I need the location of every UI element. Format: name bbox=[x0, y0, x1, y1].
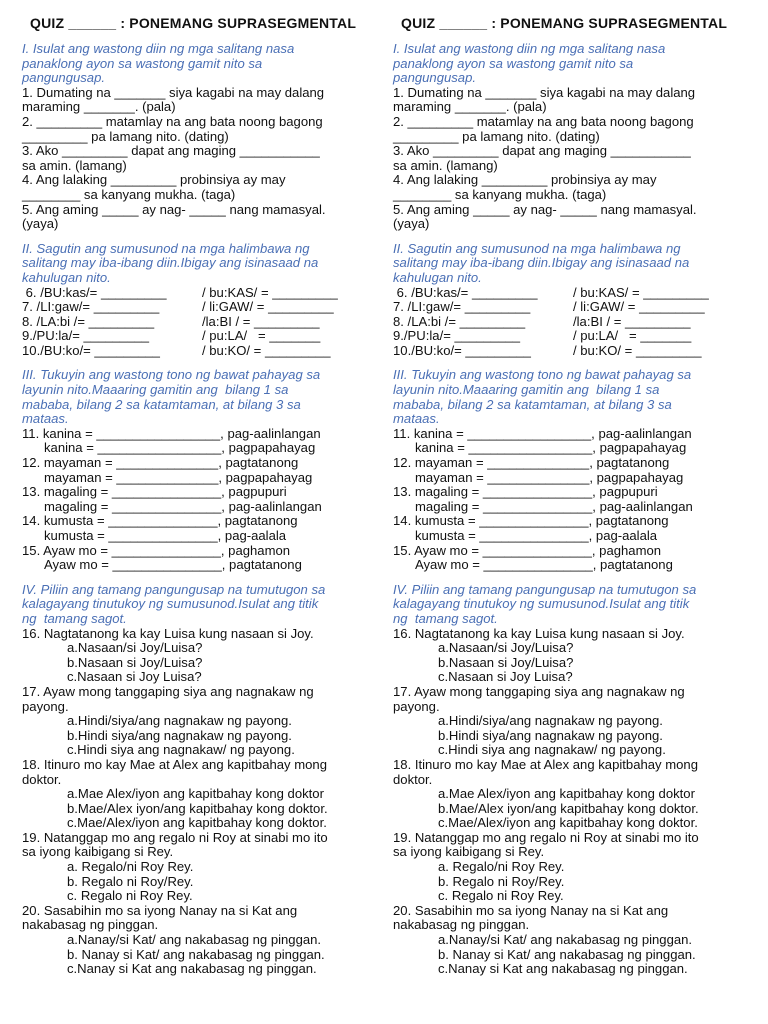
answer-choice: b.Hindi siya/ang nagnakaw ng payong. bbox=[67, 727, 292, 743]
answer-choice: a.Nasaan/si Joy/Luisa? bbox=[438, 640, 574, 656]
section-1-item: 2. _________ matamlay na ang bata noong bagong bbox=[393, 113, 694, 129]
answer-choice: c.Nasaan si Joy Luisa? bbox=[438, 669, 573, 685]
section-3-item: 15. Ayaw mo = _______________, paghamon bbox=[22, 542, 291, 558]
answer-choice: c.Nanay si Kat ang nakabasag ng pinggan. bbox=[67, 961, 317, 977]
stress-form-a: 6. /BU:kas/= _________ bbox=[393, 284, 538, 300]
section-2-instruction: II. Sagutin ang sumusunod na mga halimbawa ng bbox=[22, 240, 310, 256]
section-2-instruction: kahulugan nito. bbox=[393, 269, 482, 285]
section-1-item: 1. Dumating na _______ siya kagabi na may dalang bbox=[22, 84, 325, 100]
stress-form-a: 9./PU:la/= _________ bbox=[393, 328, 521, 344]
section-1-item: maraming _______. (pala) bbox=[22, 99, 176, 115]
answer-choice: a.Nasaan/si Joy/Luisa? bbox=[67, 640, 203, 656]
section-3-item: 12. mayaman = ______________, pagtatanong bbox=[22, 455, 299, 471]
section-4-instruction: kalagayang tinutukoy ng sumusunod.Isulat ang titik bbox=[22, 596, 319, 612]
answer-choice: a.Hindi/siya/ang nagnakaw ng payong. bbox=[67, 713, 292, 729]
section-4-question: nakabasag ng pinggan. bbox=[22, 917, 159, 933]
answer-choice: c. Regalo ni Roy Rey. bbox=[438, 888, 564, 904]
section-3-item: 15. Ayaw mo = _______________, paghamon bbox=[393, 542, 662, 558]
stress-form-b: / bu:KAS/ = _________ bbox=[573, 284, 709, 300]
section-3-instruction: III. Tukuyin ang wastong tono ng bawat pahayag sa bbox=[393, 367, 692, 383]
section-3-item: mayaman = ______________, pagpapahayag bbox=[415, 469, 684, 485]
section-1-item: (yaya) bbox=[393, 216, 430, 232]
stress-form-b: / bu:KO/ = _________ bbox=[573, 342, 702, 358]
section-2-item bbox=[393, 315, 743, 330]
section-3-item: Ayaw mo = _______________, pagtatanong bbox=[415, 557, 673, 573]
section-4-question: 16. Nagtatanong ka kay Luisa kung nasaan si Joy. bbox=[22, 625, 314, 641]
quiz-title: QUIZ ______ : PONEMANG SUPRASEGMENTAL bbox=[401, 15, 728, 31]
section-1-instruction: I. Isulat ang wastong diin ng mga salitang nasa bbox=[22, 41, 295, 56]
section-3-instruction: mataas. bbox=[393, 411, 440, 427]
section-3-item: kanina = _________________, pagpapahayag bbox=[44, 440, 316, 456]
section-4-instruction: ng tamang sagot. bbox=[22, 610, 127, 626]
answer-choice: a.Nanay/si Kat/ ang nakabasag ng pinggan. bbox=[67, 932, 322, 948]
section-4-question: 17. Ayaw mong tanggaping siya ang nagnakaw ng bbox=[393, 683, 685, 699]
section-3-item: magaling = _______________, pag-aalinlangan bbox=[44, 498, 322, 514]
section-2-item bbox=[22, 286, 372, 301]
answer-choice: b.Mae/Alex iyon/ang kapitbahay kong doktor. bbox=[67, 800, 328, 816]
section-3-item: 11. kanina = _________________, pag-aalinlangan bbox=[393, 425, 692, 441]
stress-form-b: / pu:LA/ = _______ bbox=[573, 328, 692, 344]
answer-choice: a.Mae Alex/iyon ang kapitbahay kong doktor bbox=[438, 786, 695, 802]
section-1-instruction: I. Isulat ang wastong diin ng mga salitang nasa bbox=[393, 41, 666, 56]
answer-choice: a. Regalo/ni Roy Rey. bbox=[67, 859, 194, 875]
section-3-instruction: III. Tukuyin ang wastong tono ng bawat pahayag sa bbox=[22, 367, 321, 383]
stress-form-b: / bu:KAS/ = _________ bbox=[202, 284, 338, 300]
section-4-question: payong. bbox=[393, 698, 440, 714]
answer-choice: c.Nasaan si Joy Luisa? bbox=[67, 669, 202, 685]
answer-choice: b.Nasaan si Joy/Luisa? bbox=[438, 654, 574, 670]
section-1-item: 4. Ang lalaking _________ probinsiya ay may bbox=[22, 172, 286, 188]
section-2-item bbox=[393, 344, 743, 359]
section-2-instruction: kahulugan nito. bbox=[22, 269, 111, 285]
section-3-item: mayaman = ______________, pagpapahayag bbox=[44, 469, 313, 485]
section-1-instruction: pangungusap. bbox=[393, 70, 477, 86]
section-4-question: 18. Itinuro mo kay Mae at Alex ang kapitbahay mong bbox=[22, 756, 327, 772]
section-3-item: kumusta = _______________, pag-aalala bbox=[44, 528, 287, 543]
answer-choice: b. Regalo ni Roy/Rey. bbox=[67, 873, 194, 889]
answer-choice: b. Regalo ni Roy/Rey. bbox=[438, 873, 565, 889]
section-3-item: 13. magaling = _______________, pagpupuri bbox=[393, 484, 658, 500]
stress-form-a: 10./BU:ko/= _________ bbox=[393, 342, 531, 358]
quiz-column-left bbox=[22, 10, 372, 977]
stress-form-b: / bu:KO/ = _________ bbox=[202, 342, 331, 358]
section-4-instruction: kalagayang tinutukoy ng sumusunod.Isulat ang titik bbox=[393, 596, 690, 612]
section-3-item: 12. mayaman = ______________, pagtatanong bbox=[393, 455, 670, 471]
answer-choice: c.Mae/Alex/iyon ang kapitbahay kong doktor. bbox=[438, 815, 698, 831]
stress-form-b: /la:BI / = _________ bbox=[573, 313, 691, 329]
section-1-instruction: pangungusap. bbox=[22, 70, 106, 86]
section-2-instruction: II. Sagutin ang sumusunod na mga halimbawa ng bbox=[393, 240, 681, 256]
answer-choice: b. Nanay si Kat/ ang nakabasag ng pinggan. bbox=[67, 946, 325, 962]
section-3-item: 14. kumusta = _______________, pagtatanong bbox=[22, 513, 298, 529]
section-1-instruction: panaklong ayon sa wastong gamit nito sa bbox=[393, 55, 634, 71]
stress-form-a: 6. /BU:kas/= _________ bbox=[22, 284, 167, 300]
section-4-question: 16. Nagtatanong ka kay Luisa kung nasaan si Joy. bbox=[393, 625, 685, 641]
section-2-item bbox=[22, 344, 372, 359]
quiz-title: QUIZ ______ : PONEMANG SUPRASEGMENTAL bbox=[30, 15, 357, 31]
section-1-item: _________ pa lamang nito. (dating) bbox=[393, 128, 600, 144]
section-1-item: _________ pa lamang nito. (dating) bbox=[22, 128, 229, 144]
section-1-item: maraming _______. (pala) bbox=[393, 99, 547, 115]
section-4-question: sa iyong kaibigang si Rey. bbox=[22, 844, 174, 860]
answer-choice: c.Mae/Alex/iyon ang kapitbahay kong doktor. bbox=[67, 815, 327, 831]
section-1-instruction: panaklong ayon sa wastong gamit nito sa bbox=[22, 55, 263, 71]
section-1-item: ________ sa kanyang mukha. (taga) bbox=[22, 186, 236, 202]
section-4-question: doktor. bbox=[393, 771, 433, 787]
section-1-item: (yaya) bbox=[22, 216, 59, 232]
section-3-item: Ayaw mo = _______________, pagtatanong bbox=[44, 557, 302, 573]
section-1-item: sa amin. (lamang) bbox=[22, 157, 127, 173]
section-4-question: 18. Itinuro mo kay Mae at Alex ang kapitbahay mong bbox=[393, 756, 698, 772]
stress-form-a: 8. /LA:bi /= _________ bbox=[393, 313, 526, 329]
section-2-item bbox=[22, 329, 372, 344]
stress-form-a: 9./PU:la/= _________ bbox=[22, 328, 150, 344]
section-4-question: 20. Sasabihin mo sa iyong Nanay na si Kat ang bbox=[22, 902, 298, 918]
answer-choice: c.Hindi siya ang nagnakaw/ ng payong. bbox=[438, 742, 666, 758]
section-4-question: nakabasag ng pinggan. bbox=[393, 917, 530, 933]
section-1-item: 3. Ako _________ dapat ang maging ___________ bbox=[22, 143, 320, 159]
answer-choice: c.Hindi siya ang nagnakaw/ ng payong. bbox=[67, 742, 295, 758]
section-1-item: 5. Ang aming _____ ay nag- _____ nang mamasyal. bbox=[393, 201, 697, 217]
answer-choice: c. Regalo ni Roy Rey. bbox=[67, 888, 193, 904]
section-3-item: kanina = _________________, pagpapahayag bbox=[415, 440, 687, 456]
section-2-instruction: salitang may iba-ibang diin.Ibigay ang isinasaad na bbox=[393, 255, 690, 271]
answer-choice: b. Nanay si Kat/ ang nakabasag ng pinggan. bbox=[438, 946, 696, 962]
section-2-item bbox=[393, 286, 743, 301]
section-3-instruction: mababa, bilang 2 sa katamtaman, at bilang 3 sa bbox=[393, 396, 672, 412]
section-3-instruction: layunin nito.Maaaring gamitin ang bilang 1 sa bbox=[22, 382, 289, 398]
answer-choice: a.Nanay/si Kat/ ang nakabasag ng pinggan. bbox=[438, 932, 693, 948]
section-4-question: sa iyong kaibigang si Rey. bbox=[393, 844, 545, 860]
section-4-question: payong. bbox=[22, 698, 69, 714]
section-1-item: sa amin. (lamang) bbox=[393, 157, 498, 173]
stress-form-a: 7. /LI:gaw/= _________ bbox=[22, 299, 160, 315]
section-3-item: 13. magaling = _______________, pagpupuri bbox=[22, 484, 287, 500]
section-2-item bbox=[393, 329, 743, 344]
section-2-instruction: salitang may iba-ibang diin.Ibigay ang isinasaad na bbox=[22, 255, 319, 271]
section-3-item: kumusta = _______________, pag-aalala bbox=[415, 528, 658, 543]
answer-choice: b.Nasaan si Joy/Luisa? bbox=[67, 654, 203, 670]
section-4-instruction: IV. Piliin ang tamang pangungusap na tumutugon sa bbox=[22, 581, 326, 597]
quiz-column-right bbox=[393, 10, 743, 977]
stress-form-b: /la:BI / = _________ bbox=[202, 313, 320, 329]
answer-choice: b.Mae/Alex iyon/ang kapitbahay kong doktor. bbox=[438, 800, 699, 816]
section-3-item: magaling = _______________, pag-aalinlangan bbox=[415, 498, 693, 514]
stress-form-b: / li:GAW/ = _________ bbox=[573, 299, 705, 315]
section-1-item: 2. _________ matamlay na ang bata noong bagong bbox=[22, 113, 323, 129]
answer-choice: a. Regalo/ni Roy Rey. bbox=[438, 859, 565, 875]
section-4-instruction: IV. Piliin ang tamang pangungusap na tumutugon sa bbox=[393, 581, 697, 597]
section-3-item: 11. kanina = _________________, pag-aalinlangan bbox=[22, 425, 321, 441]
stress-form-a: 10./BU:ko/= _________ bbox=[22, 342, 160, 358]
stress-form-b: / li:GAW/ = _________ bbox=[202, 299, 334, 315]
section-4-question: doktor. bbox=[22, 771, 62, 787]
section-1-item: 5. Ang aming _____ ay nag- _____ nang mamasyal. bbox=[22, 201, 326, 217]
section-2-item bbox=[22, 315, 372, 330]
section-3-instruction: mababa, bilang 2 sa katamtaman, at bilang 3 sa bbox=[22, 396, 301, 412]
stress-form-b: / pu:LA/ = _______ bbox=[202, 328, 321, 344]
section-4-question: 17. Ayaw mong tanggaping siya ang nagnakaw ng bbox=[22, 683, 314, 699]
section-1-item: 1. Dumating na _______ siya kagabi na may dalang bbox=[393, 84, 696, 100]
stress-form-a: 7. /LI:gaw/= _________ bbox=[393, 299, 531, 315]
answer-choice: c.Nanay si Kat ang nakabasag ng pinggan. bbox=[438, 961, 688, 977]
section-3-item: 14. kumusta = _______________, pagtatanong bbox=[393, 513, 669, 529]
section-3-instruction: mataas. bbox=[22, 411, 69, 427]
stress-form-a: 8. /LA:bi /= _________ bbox=[22, 313, 155, 329]
section-4-question: 20. Sasabihin mo sa iyong Nanay na si Kat ang bbox=[393, 902, 669, 918]
section-2-item bbox=[22, 300, 372, 315]
answer-choice: a.Hindi/siya/ang nagnakaw ng payong. bbox=[438, 713, 663, 729]
section-2-item bbox=[393, 300, 743, 315]
section-4-instruction: ng tamang sagot. bbox=[393, 610, 498, 626]
section-1-item: ________ sa kanyang mukha. (taga) bbox=[393, 186, 607, 202]
section-3-instruction: layunin nito.Maaaring gamitin ang bilang 1 sa bbox=[393, 382, 660, 398]
section-4-question: 19. Natanggap mo ang regalo ni Roy at sinabi mo ito bbox=[393, 829, 699, 845]
answer-choice: a.Mae Alex/iyon ang kapitbahay kong doktor bbox=[67, 786, 324, 802]
section-4-question: 19. Natanggap mo ang regalo ni Roy at sinabi mo ito bbox=[22, 829, 328, 845]
section-1-item: 4. Ang lalaking _________ probinsiya ay may bbox=[393, 172, 657, 188]
answer-choice: b.Hindi siya/ang nagnakaw ng payong. bbox=[438, 727, 663, 743]
section-1-item: 3. Ako _________ dapat ang maging ___________ bbox=[393, 143, 691, 159]
